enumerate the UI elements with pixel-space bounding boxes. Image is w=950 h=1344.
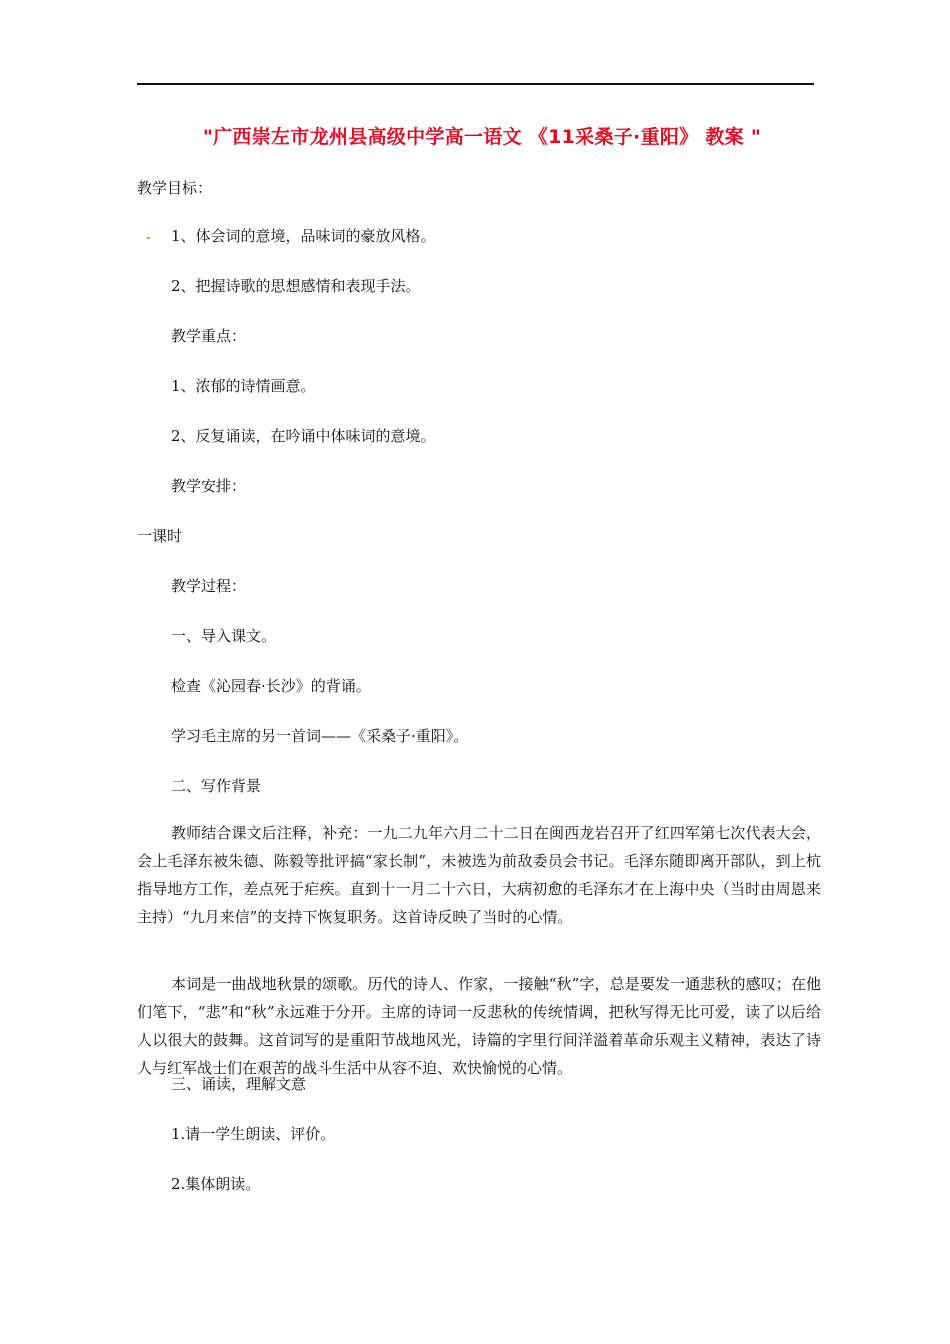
process-step-1-check: 检查《沁园春·长沙》的背诵。 bbox=[171, 677, 371, 695]
section-heading-key-points: 教学重点： bbox=[171, 327, 247, 345]
appreciation-paragraph: 本词是一曲战地秋景的颂歌。历代的诗人、作家，一接触“秋”字，总是要发一通悲秋的感叹；在他们笔下，“悲”和“秋”永远难于分开。主席的诗词一反悲秋的传统情调，把秋写得无比可爱，读了以后给人以很大的鼓舞。这首词写的是重阳节战地风光，诗篇的字里行间洋溢着革命乐观主义精神，表达了诗人与红军战士们在艰苦的战斗生活中从容不迫、欢快愉悦的心情。 bbox=[137, 975, 821, 1077]
objective-item-2: 2、把握诗歌的思想感情和表现手法。 bbox=[171, 277, 421, 295]
objective-item-1: 1、体会词的意境，品味词的豪放风格。 bbox=[171, 227, 436, 245]
section-heading-process: 教学过程： bbox=[171, 577, 247, 595]
key-point-item-1: 1、浓郁的诗情画意。 bbox=[171, 377, 316, 395]
document-title: "广西崇左市龙州县高级中学高一语文 《11采桑子·重阳》 教案 " bbox=[202, 126, 762, 148]
background-paragraph: 教师结合课文后注释，补充：一九二九年六月二十二日在闽西龙岩召开了红四军第七次代表大会，会上毛泽东被朱德、陈毅等批评搞“家长制”，未被选为前敌委员会书记。毛泽东随即离开部队，到上杭指导地方工作，差点死于疟疾。直到十一月二十六日，大病初愈的毛泽东才在上海中央（当时由周恩来主持）“九月来信”的支持下恢复职务。这首诗反映了当时的心情。 bbox=[137, 824, 821, 926]
header-rule bbox=[137, 83, 814, 85]
process-step-1-study: 学习毛主席的另一首词——《采桑子·重阳》。 bbox=[171, 727, 469, 745]
process-step-1: 一、导入课文。 bbox=[171, 627, 277, 645]
section-heading-objectives: 教学目标： bbox=[137, 179, 213, 197]
key-point-item-2: 2、反复诵读，在吟诵中体味词的意境。 bbox=[171, 427, 436, 445]
stray-mark bbox=[147, 237, 150, 239]
reading-item-1: 1.请一学生朗读、评价。 bbox=[171, 1125, 336, 1143]
process-step-2: 二、写作背景 bbox=[171, 777, 262, 795]
process-step-3: 三、诵读，理解文意 bbox=[171, 1075, 307, 1093]
reading-item-2: 2.集体朗读。 bbox=[171, 1175, 261, 1193]
arrangement-text: 一课时 bbox=[137, 527, 183, 545]
section-heading-arrangement: 教学安排： bbox=[171, 477, 247, 495]
